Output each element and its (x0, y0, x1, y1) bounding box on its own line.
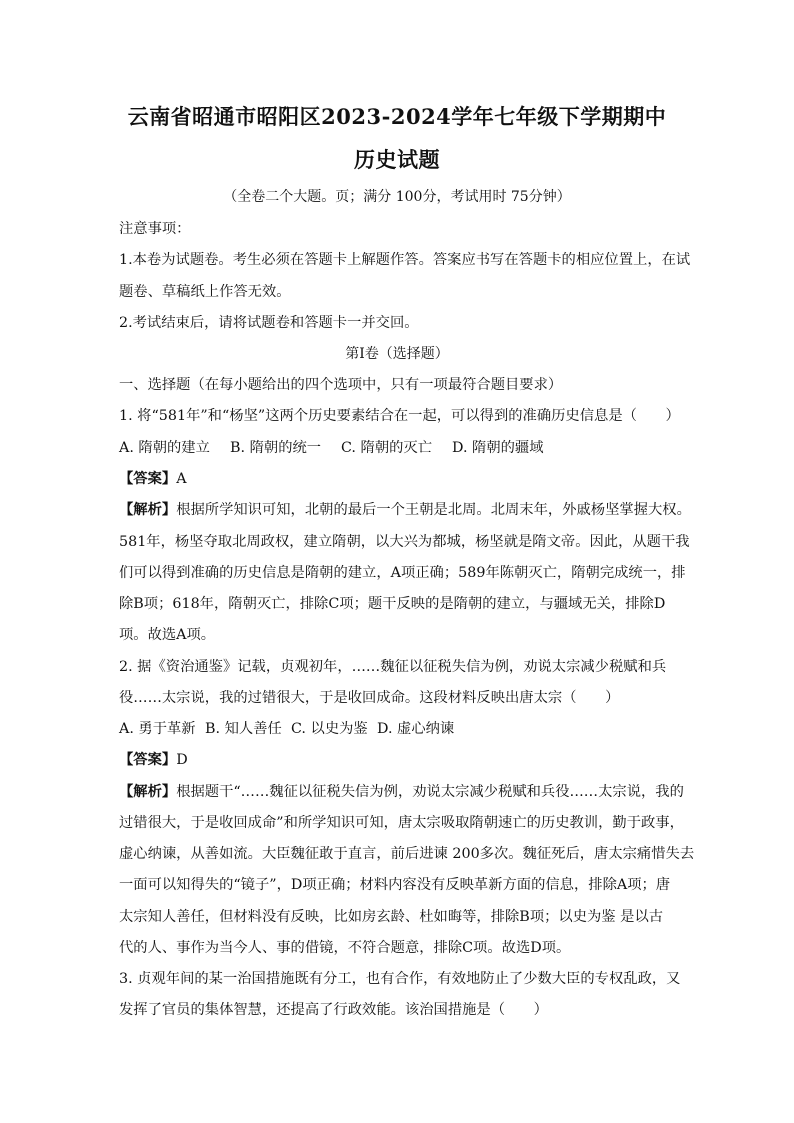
q1-analysis-text: 根据所学知识可知，北朝的最后一个王朝是北周。北周末年，外戚杨坚掌握大权。 (176, 502, 691, 518)
q2-analysis-line-2: 过错很大，于是收回成命”和所学知识可知，唐太宗吸取隋朝速亡的历史教训，勤于政事， (119, 815, 684, 831)
q2-option-a: A. 勇于革新 (119, 721, 196, 737)
q1-analysis-line-3: 们可以得到准确的历史信息是隋朝的建立，A项正确；589年陈朝灭亡，隋朝完成统一，排 (119, 565, 686, 581)
section-title: 第Ⅰ卷（选择题） (345, 346, 449, 362)
q1-option-d: D. 隋朝的疆域 (452, 440, 544, 456)
q2-option-d: D. 虚心纳谏 (377, 721, 455, 737)
q2-option-c: C. 以史为鉴 (291, 721, 368, 737)
q2-answer-value: D (176, 752, 188, 768)
question-2-stem-line-2: 役……太宗说，我的过错很大，于是收回成命。这段材料反映出唐太宗（ ） (119, 690, 620, 706)
q1-analysis-line-2: 581年，杨坚夺取北周政权，建立隋朝，以大兴为都城，杨坚就是隋文帝。因此，从题干我 (119, 534, 690, 550)
question-1-stem: 1. 将“581年”和“杨坚”这两个历史要素结合在一起，可以得到的准确历史信息是（ ） (119, 408, 680, 424)
q2-analysis-line-3: 虚心纳谏，从善如流。大臣魏征敢于直言，前后进谏 200多次。魏征死后，唐太宗痛惜失去 (119, 846, 695, 862)
note-2: 2.考试结束后，请将试题卷和答题卡一并交回。 (119, 315, 419, 331)
question-3-stem-line-1: 3. 贞观年间的某一治国措施既有分工，也有合作，有效地防止了少数大臣的专权乱政，又 (119, 971, 681, 987)
q1-analysis-line-1 (119, 499, 691, 519)
question-1-answer (119, 468, 187, 488)
note-1-line-2: 题卷、草稿纸上作答无效。 (119, 284, 291, 300)
q1-analysis-label: 【解析】 (119, 502, 177, 518)
q2-analysis-label: 【解析】 (119, 784, 177, 800)
question-1-options (119, 437, 544, 457)
q2-analysis-line-6: 代的人、事作为当今人、事的借镜，不符合题意，排除C项。故选D项。 (119, 940, 571, 956)
q2-analysis-line-4: 一面可以知得失的“镜子”，D项正确；材料内容没有反映革新方面的信息，排除A项；唐 (119, 877, 671, 893)
question-3-stem-line-2: 发挥了官员的集体智慧，还提高了行政效能。该治国措施是（ ） (119, 1002, 548, 1018)
q1-option-a: A. 隋朝的建立 (119, 440, 210, 456)
q1-option-b: B. 隋朝的统一 (230, 440, 322, 456)
question-2-answer (119, 749, 188, 769)
q2-answer-label: 【答案】 (119, 752, 177, 768)
q2-analysis-line-1 (119, 781, 684, 801)
q2-analysis-line-5: 太宗知人善任，但材料没有反映，比如房玄龄、杜如晦等，排除B项；以史为鉴 是以古 (119, 909, 664, 925)
q1-analysis-line-5: 项。故选A项。 (119, 627, 216, 643)
exam-info: （全卷二个大题。页；满分 100分，考试用时 75分钟） (223, 189, 571, 205)
part-heading: 一、选择题（在每小题给出的四个选项中，只有一项最符合题目要求） (119, 377, 563, 393)
q1-answer-label: 【答案】 (119, 471, 177, 487)
q1-analysis-line-4: 除B项；618年，隋朝灭亡，排除C项；题干反映的是隋朝的建立，与疆域无关，排除D (119, 596, 666, 612)
exam-subject-title: 历史试题 (354, 147, 440, 172)
notes-heading: 注意事项： (119, 221, 191, 237)
q2-option-b: B. 知人善任 (205, 721, 282, 737)
q1-answer-value: A (176, 471, 187, 487)
q1-option-c: C. 隋朝的灭亡 (341, 440, 433, 456)
question-2-options (119, 718, 454, 738)
note-1-line-1: 1.本卷为试题卷。考生必须在答题卡上解题作答。答案应书写在答题卡的相应位置上，在试 (119, 252, 691, 268)
exam-title: 云南省昭通市昭阳区2023-2024学年七年级下学期期中 (127, 104, 667, 129)
question-2-stem-line-1: 2. 据《资治通鉴》记载，贞观初年，……魏征以征税失信为例，劝说太宗减少税赋和兵 (119, 659, 667, 675)
q2-analysis-text: 根据题干“……魏征以征税失信为例，劝说太宗减少税赋和兵役……太宗说，我的 (176, 784, 684, 800)
